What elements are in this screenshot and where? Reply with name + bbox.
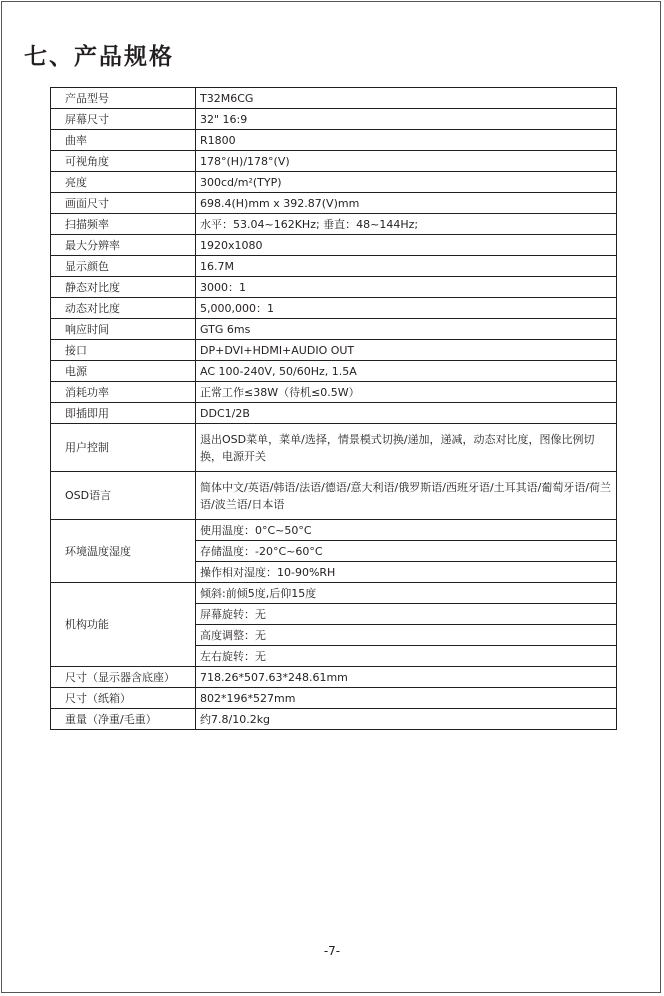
row-value: 16.7M	[196, 256, 617, 277]
table-row	[51, 193, 617, 214]
row-value: 简体中文/英语/韩语/法语/德语/意大利语/俄罗斯语/西班牙语/土耳其语/葡萄牙语/荷兰语/波兰语/日本语	[196, 472, 617, 520]
row-value: 使用温度：0°C~50°C	[196, 520, 617, 541]
row-label: 即插即用	[51, 403, 196, 424]
row-label: 尺寸（显示器含底座）	[51, 667, 196, 688]
row-value: GTG 6ms	[196, 319, 617, 340]
row-label: 尺寸（纸箱）	[51, 688, 196, 709]
table-row	[51, 151, 617, 172]
row-value: 存储温度：-20°C~60°C	[196, 541, 617, 562]
table-row	[51, 361, 617, 382]
row-label: 机构功能	[51, 583, 196, 667]
row-label: 显示颜色	[51, 256, 196, 277]
row-label: 用户控制	[51, 424, 196, 472]
row-label: 可视角度	[51, 151, 196, 172]
table-row	[51, 340, 617, 361]
row-label: OSD语言	[51, 472, 196, 520]
spec-table	[50, 87, 617, 730]
row-value: 倾斜:前倾5度,后仰15度	[196, 583, 617, 604]
row-value: 32" 16:9	[196, 109, 617, 130]
row-value: 水平：53.04~162KHz; 垂直：48~144Hz;	[196, 214, 617, 235]
row-value: 3000：1	[196, 277, 617, 298]
row-value: 退出OSD菜单，菜单/选择，情景模式切换/递加，递减，动态对比度，图像比例切换，电源开关	[196, 424, 617, 472]
row-label: 亮度	[51, 172, 196, 193]
row-label: 动态对比度	[51, 298, 196, 319]
row-value: DDC1/2B	[196, 403, 617, 424]
table-row	[51, 667, 617, 688]
table-row	[51, 403, 617, 424]
row-value: 操作相对湿度：10-90%RH	[196, 562, 617, 583]
row-label: 屏幕尺寸	[51, 109, 196, 130]
table-row	[51, 130, 617, 151]
table-row	[51, 688, 617, 709]
row-value: 1920x1080	[196, 235, 617, 256]
row-label: 响应时间	[51, 319, 196, 340]
row-value: 5,000,000：1	[196, 298, 617, 319]
row-value: 802*196*527mm	[196, 688, 617, 709]
table-row	[51, 172, 617, 193]
row-label: 消耗功率	[51, 382, 196, 403]
row-value: R1800	[196, 130, 617, 151]
row-label: 电源	[51, 361, 196, 382]
row-value: 屏幕旋转：无	[196, 604, 617, 625]
table-row	[51, 277, 617, 298]
table-row	[51, 256, 617, 277]
row-label: 重量（净重/毛重）	[51, 709, 196, 730]
row-value: DP+DVI+HDMI+AUDIO OUT	[196, 340, 617, 361]
row-value: 300cd/m²(TYP)	[196, 172, 617, 193]
table-row	[51, 424, 617, 472]
row-value: AC 100-240V, 50/60Hz, 1.5A	[196, 361, 617, 382]
row-value: 718.26*507.63*248.61mm	[196, 667, 617, 688]
section-heading: 七、产品规格	[24, 44, 174, 70]
row-value: 698.4(H)mm x 392.87(V)mm	[196, 193, 617, 214]
row-label: 曲率	[51, 130, 196, 151]
row-label: 环境温度湿度	[51, 520, 196, 583]
table-row	[51, 235, 617, 256]
row-label: 最大分辨率	[51, 235, 196, 256]
table-row	[51, 319, 617, 340]
table-row	[51, 88, 617, 109]
table-row	[51, 583, 617, 604]
table-row	[51, 709, 617, 730]
row-value: 左右旋转：无	[196, 646, 617, 667]
page-number: -7-	[323, 944, 341, 958]
row-label: 接口	[51, 340, 196, 361]
table-row	[51, 214, 617, 235]
table-row	[51, 520, 617, 541]
row-value: 约7.8/10.2kg	[196, 709, 617, 730]
row-label: 产品型号	[51, 88, 196, 109]
table-row	[51, 472, 617, 520]
row-value: T32M6CG	[196, 88, 617, 109]
row-value: 正常工作≤38W（待机≤0.5W）	[196, 382, 617, 403]
row-label: 画面尺寸	[51, 193, 196, 214]
table-row	[51, 382, 617, 403]
row-label: 扫描频率	[51, 214, 196, 235]
table-row	[51, 298, 617, 319]
table-row	[51, 109, 617, 130]
row-value: 178°(H)/178°(V)	[196, 151, 617, 172]
row-label: 静态对比度	[51, 277, 196, 298]
row-value: 高度调整：无	[196, 625, 617, 646]
